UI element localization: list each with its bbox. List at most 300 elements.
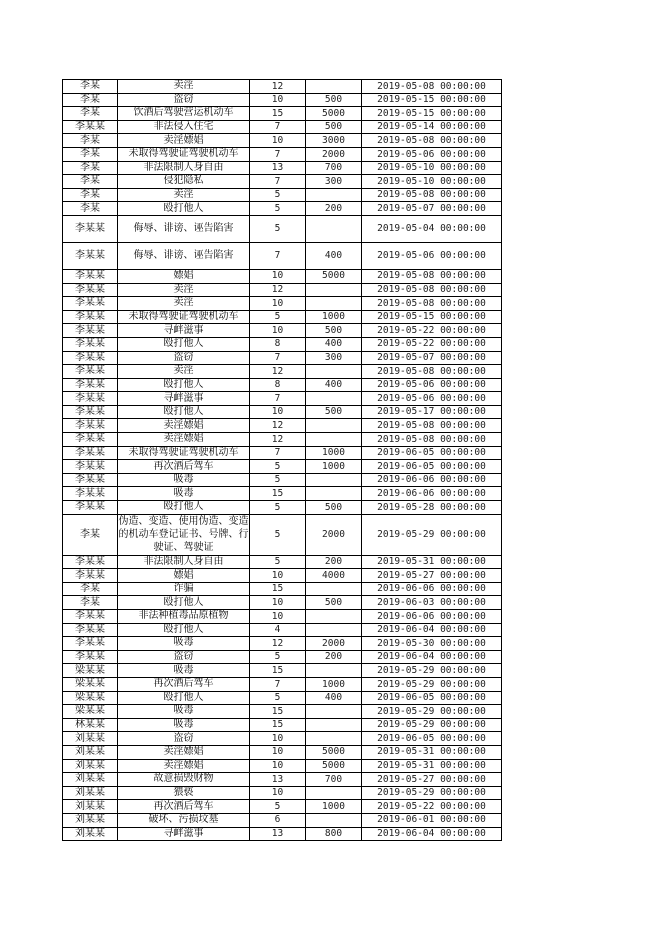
- offense-cell: 诈骗: [118, 582, 250, 596]
- fine-cell: [306, 732, 362, 746]
- name-cell: 李某某: [63, 419, 118, 433]
- days-cell: 5: [250, 310, 306, 324]
- offense-cell: 吸毒: [118, 705, 250, 719]
- table-row: [63, 569, 502, 583]
- name-cell: 李某某: [63, 269, 118, 283]
- date-cell: 2019-05-31 00:00:00: [362, 745, 502, 759]
- table-row: [63, 310, 502, 324]
- name-cell: 李某某: [63, 310, 118, 324]
- date-cell: 2019-05-07 00:00:00: [362, 202, 502, 216]
- table-row: [63, 283, 502, 297]
- fine-cell: 500: [306, 596, 362, 610]
- table-row: [63, 745, 502, 759]
- fine-cell: 800: [306, 827, 362, 841]
- table-row: [63, 555, 502, 569]
- offense-cell: 未取得驾驶证驾驶机动车: [118, 310, 250, 324]
- name-cell: 李某: [63, 582, 118, 596]
- date-cell: 2019-06-05 00:00:00: [362, 732, 502, 746]
- fine-cell: 500: [306, 501, 362, 515]
- fine-cell: 3000: [306, 134, 362, 148]
- fine-cell: 400: [306, 378, 362, 392]
- fine-cell: [306, 786, 362, 800]
- days-cell: 13: [250, 161, 306, 175]
- offense-cell: 卖淫: [118, 80, 250, 94]
- days-cell: 10: [250, 134, 306, 148]
- table-row: [63, 419, 502, 433]
- date-cell: 2019-05-10 00:00:00: [362, 161, 502, 175]
- table-row: [63, 80, 502, 94]
- offense-cell: 卖淫嫖娼: [118, 433, 250, 447]
- name-cell: 李某某: [63, 324, 118, 338]
- days-cell: 5: [250, 460, 306, 474]
- date-cell: 2019-05-08 00:00:00: [362, 188, 502, 202]
- date-cell: 2019-05-17 00:00:00: [362, 405, 502, 419]
- days-cell: 10: [250, 759, 306, 773]
- fine-cell: 1000: [306, 310, 362, 324]
- name-cell: 李某某: [63, 460, 118, 474]
- name-cell: 李某某: [63, 501, 118, 515]
- date-cell: 2019-05-29 00:00:00: [362, 514, 502, 555]
- offense-cell: 盗窃: [118, 351, 250, 365]
- name-cell: 李某某: [63, 610, 118, 624]
- name-cell: 李某某: [63, 365, 118, 379]
- date-cell: 2019-05-29 00:00:00: [362, 705, 502, 719]
- offense-cell: 非法种植毒品原植物: [118, 610, 250, 624]
- offense-cell: 寻衅滋事: [118, 392, 250, 406]
- date-cell: 2019-06-05 00:00:00: [362, 460, 502, 474]
- offense-cell: 猥亵: [118, 786, 250, 800]
- date-cell: 2019-05-06 00:00:00: [362, 378, 502, 392]
- fine-cell: 300: [306, 175, 362, 189]
- fine-cell: 400: [306, 242, 362, 269]
- date-cell: 2019-06-03 00:00:00: [362, 596, 502, 610]
- date-cell: 2019-05-15 00:00:00: [362, 310, 502, 324]
- offense-cell: 殴打他人: [118, 691, 250, 705]
- date-cell: 2019-05-08 00:00:00: [362, 80, 502, 94]
- name-cell: 李某某: [63, 215, 118, 242]
- fine-cell: [306, 419, 362, 433]
- fine-cell: [306, 705, 362, 719]
- offense-cell: 卖淫: [118, 297, 250, 311]
- offense-cell: 盗窃: [118, 732, 250, 746]
- table-row: [63, 732, 502, 746]
- days-cell: 5: [250, 514, 306, 555]
- offense-cell: 殴打他人: [118, 378, 250, 392]
- date-cell: 2019-05-04 00:00:00: [362, 215, 502, 242]
- records-body: [63, 80, 502, 841]
- date-cell: 2019-05-27 00:00:00: [362, 773, 502, 787]
- fine-cell: 2000: [306, 637, 362, 651]
- name-cell: 李某某: [63, 473, 118, 487]
- days-cell: 7: [250, 147, 306, 161]
- table-row: [63, 596, 502, 610]
- date-cell: 2019-05-08 00:00:00: [362, 134, 502, 148]
- days-cell: 5: [250, 650, 306, 664]
- date-cell: 2019-05-06 00:00:00: [362, 242, 502, 269]
- fine-cell: [306, 582, 362, 596]
- name-cell: 刘某某: [63, 773, 118, 787]
- offense-cell: 非法限制人身自由: [118, 161, 250, 175]
- fine-cell: 5000: [306, 107, 362, 121]
- days-cell: 13: [250, 773, 306, 787]
- date-cell: 2019-06-06 00:00:00: [362, 582, 502, 596]
- name-cell: 刘某某: [63, 759, 118, 773]
- date-cell: 2019-05-27 00:00:00: [362, 569, 502, 583]
- date-cell: 2019-05-29 00:00:00: [362, 718, 502, 732]
- fine-cell: 200: [306, 555, 362, 569]
- name-cell: 李某: [63, 80, 118, 94]
- fine-cell: 500: [306, 93, 362, 107]
- offense-cell: 殴打他人: [118, 501, 250, 515]
- fine-cell: [306, 188, 362, 202]
- days-cell: 12: [250, 419, 306, 433]
- days-cell: 12: [250, 80, 306, 94]
- date-cell: 2019-05-08 00:00:00: [362, 365, 502, 379]
- table-row: [63, 337, 502, 351]
- table-row: [63, 107, 502, 121]
- name-cell: 李某某: [63, 555, 118, 569]
- fine-cell: 500: [306, 405, 362, 419]
- fine-cell: 200: [306, 650, 362, 664]
- days-cell: 5: [250, 188, 306, 202]
- fine-cell: 5000: [306, 269, 362, 283]
- fine-cell: 5000: [306, 759, 362, 773]
- name-cell: 刘某某: [63, 786, 118, 800]
- table-row: [63, 324, 502, 338]
- date-cell: 2019-06-04 00:00:00: [362, 827, 502, 841]
- offense-cell: 再次酒后驾车: [118, 677, 250, 691]
- date-cell: 2019-05-15 00:00:00: [362, 107, 502, 121]
- table-row: [63, 120, 502, 134]
- fine-cell: [306, 718, 362, 732]
- date-cell: 2019-06-06 00:00:00: [362, 473, 502, 487]
- name-cell: 李某某: [63, 337, 118, 351]
- name-cell: 李某: [63, 175, 118, 189]
- fine-cell: 200: [306, 202, 362, 216]
- name-cell: 李某某: [63, 378, 118, 392]
- date-cell: 2019-05-30 00:00:00: [362, 637, 502, 651]
- name-cell: 李某: [63, 188, 118, 202]
- name-cell: 刘某某: [63, 732, 118, 746]
- date-cell: 2019-05-08 00:00:00: [362, 269, 502, 283]
- table-row: [63, 147, 502, 161]
- table-row: [63, 392, 502, 406]
- fine-cell: 400: [306, 691, 362, 705]
- days-cell: 15: [250, 664, 306, 678]
- offense-cell: 殴打他人: [118, 623, 250, 637]
- date-cell: 2019-05-15 00:00:00: [362, 93, 502, 107]
- name-cell: 李某某: [63, 446, 118, 460]
- offense-cell: 故意损毁财物: [118, 773, 250, 787]
- name-cell: 刘某某: [63, 745, 118, 759]
- days-cell: 10: [250, 297, 306, 311]
- name-cell: 梁某某: [63, 664, 118, 678]
- table-row: [63, 664, 502, 678]
- name-cell: 李某某: [63, 487, 118, 501]
- table-row: [63, 473, 502, 487]
- table-row: [63, 514, 502, 555]
- offense-cell: 盗窃: [118, 93, 250, 107]
- name-cell: 李某某: [63, 405, 118, 419]
- date-cell: 2019-06-04 00:00:00: [362, 650, 502, 664]
- date-cell: 2019-05-28 00:00:00: [362, 501, 502, 515]
- days-cell: 10: [250, 610, 306, 624]
- days-cell: 7: [250, 677, 306, 691]
- table-row: [63, 161, 502, 175]
- fine-cell: 500: [306, 324, 362, 338]
- records-table: [62, 79, 502, 841]
- fine-cell: [306, 473, 362, 487]
- days-cell: 5: [250, 501, 306, 515]
- offense-cell: 卖淫嫖娼: [118, 745, 250, 759]
- offense-cell: 吸毒: [118, 637, 250, 651]
- days-cell: 7: [250, 351, 306, 365]
- fine-cell: [306, 297, 362, 311]
- date-cell: 2019-06-06 00:00:00: [362, 487, 502, 501]
- date-cell: 2019-05-29 00:00:00: [362, 677, 502, 691]
- name-cell: 李某: [63, 134, 118, 148]
- table-row: [63, 460, 502, 474]
- table-row: [63, 637, 502, 651]
- date-cell: 2019-05-08 00:00:00: [362, 419, 502, 433]
- date-cell: 2019-05-22 00:00:00: [362, 337, 502, 351]
- table-row: [63, 786, 502, 800]
- days-cell: 15: [250, 718, 306, 732]
- date-cell: 2019-05-07 00:00:00: [362, 351, 502, 365]
- date-cell: 2019-06-04 00:00:00: [362, 623, 502, 637]
- offense-cell: 卖淫嫖娼: [118, 134, 250, 148]
- fine-cell: 1000: [306, 460, 362, 474]
- offense-cell: 殴打他人: [118, 596, 250, 610]
- name-cell: 刘某某: [63, 827, 118, 841]
- fine-cell: [306, 365, 362, 379]
- fine-cell: [306, 487, 362, 501]
- offense-cell: 侵犯隐私: [118, 175, 250, 189]
- table-row: [63, 134, 502, 148]
- table-row: [63, 759, 502, 773]
- name-cell: 李某某: [63, 392, 118, 406]
- offense-cell: 殴打他人: [118, 202, 250, 216]
- offense-cell: 侮辱、诽谤、诬告陷害: [118, 242, 250, 269]
- table-row: [63, 677, 502, 691]
- offense-cell: 卖淫: [118, 283, 250, 297]
- days-cell: 15: [250, 107, 306, 121]
- offense-cell: 嫖娼: [118, 269, 250, 283]
- table-row: [63, 93, 502, 107]
- offense-cell: 卖淫嫖娼: [118, 759, 250, 773]
- table-row: [63, 718, 502, 732]
- days-cell: 5: [250, 555, 306, 569]
- name-cell: 李某: [63, 147, 118, 161]
- fine-cell: 1000: [306, 677, 362, 691]
- name-cell: 李某: [63, 107, 118, 121]
- table-row: [63, 188, 502, 202]
- name-cell: 梁某某: [63, 705, 118, 719]
- table-row: [63, 800, 502, 814]
- table-row: [63, 691, 502, 705]
- fine-cell: 700: [306, 161, 362, 175]
- offense-cell: 伪造、变造、使用伪造、变造的机动车登记证书、号牌、行驶证、驾驶证: [118, 516, 249, 554]
- fine-cell: [306, 283, 362, 297]
- fine-cell: 700: [306, 773, 362, 787]
- date-cell: 2019-05-31 00:00:00: [362, 555, 502, 569]
- table-row: [63, 501, 502, 515]
- name-cell: 李某某: [63, 650, 118, 664]
- table-row: [63, 351, 502, 365]
- fine-cell: 500: [306, 120, 362, 134]
- fine-cell: [306, 215, 362, 242]
- date-cell: 2019-05-08 00:00:00: [362, 433, 502, 447]
- offense-cell: 寻衅滋事: [118, 827, 250, 841]
- offense-cell: 殴打他人: [118, 405, 250, 419]
- days-cell: 12: [250, 365, 306, 379]
- fine-cell: [306, 610, 362, 624]
- days-cell: 5: [250, 473, 306, 487]
- date-cell: 2019-05-22 00:00:00: [362, 324, 502, 338]
- table-row: [63, 446, 502, 460]
- table-row: [63, 650, 502, 664]
- name-cell: 李某某: [63, 242, 118, 269]
- name-cell: 梁某某: [63, 677, 118, 691]
- days-cell: 8: [250, 378, 306, 392]
- offense-cell: 侮辱、诽谤、诬告陷害: [118, 215, 250, 242]
- offense-cell: 寻衅滋事: [118, 324, 250, 338]
- table-row: [63, 365, 502, 379]
- days-cell: 13: [250, 827, 306, 841]
- date-cell: 2019-05-08 00:00:00: [362, 283, 502, 297]
- offense-cell: 卖淫嫖娼: [118, 419, 250, 433]
- table-row: [63, 433, 502, 447]
- days-cell: 7: [250, 175, 306, 189]
- days-cell: 7: [250, 392, 306, 406]
- days-cell: 7: [250, 242, 306, 269]
- days-cell: 12: [250, 433, 306, 447]
- fine-cell: [306, 623, 362, 637]
- days-cell: 5: [250, 215, 306, 242]
- date-cell: 2019-06-05 00:00:00: [362, 446, 502, 460]
- name-cell: 李某某: [63, 351, 118, 365]
- date-cell: 2019-05-29 00:00:00: [362, 664, 502, 678]
- days-cell: 10: [250, 745, 306, 759]
- fine-cell: 1000: [306, 446, 362, 460]
- offense-cell: 破坏、污损坟墓: [118, 813, 250, 827]
- days-cell: 7: [250, 120, 306, 134]
- fine-cell: 400: [306, 337, 362, 351]
- offense-cell: 非法侵入住宅: [118, 120, 250, 134]
- offense-cell: 吸毒: [118, 473, 250, 487]
- date-cell: 2019-05-22 00:00:00: [362, 800, 502, 814]
- table-row: [63, 215, 502, 242]
- days-cell: 12: [250, 283, 306, 297]
- days-cell: 10: [250, 732, 306, 746]
- date-cell: 2019-05-08 00:00:00: [362, 297, 502, 311]
- days-cell: 12: [250, 637, 306, 651]
- fine-cell: 300: [306, 351, 362, 365]
- date-cell: 2019-05-06 00:00:00: [362, 392, 502, 406]
- name-cell: 刘某某: [63, 813, 118, 827]
- table-row: [63, 297, 502, 311]
- table-row: [63, 242, 502, 269]
- table-row: [63, 202, 502, 216]
- days-cell: 10: [250, 93, 306, 107]
- name-cell: 梁某某: [63, 691, 118, 705]
- days-cell: 10: [250, 324, 306, 338]
- table-row: [63, 705, 502, 719]
- days-cell: 10: [250, 569, 306, 583]
- name-cell: 刘某某: [63, 800, 118, 814]
- fine-cell: [306, 392, 362, 406]
- date-cell: 2019-05-10 00:00:00: [362, 175, 502, 189]
- name-cell: 李某某: [63, 120, 118, 134]
- days-cell: 4: [250, 623, 306, 637]
- date-cell: 2019-05-06 00:00:00: [362, 147, 502, 161]
- fine-cell: [306, 433, 362, 447]
- days-cell: 5: [250, 691, 306, 705]
- offense-cell: 非法限制人身自由: [118, 555, 250, 569]
- offense-cell: 饮酒后驾驶营运机动车: [118, 107, 250, 121]
- date-cell: 2019-05-14 00:00:00: [362, 120, 502, 134]
- fine-cell: [306, 664, 362, 678]
- fine-cell: [306, 80, 362, 94]
- days-cell: 7: [250, 446, 306, 460]
- offense-cell: 嫖娼: [118, 569, 250, 583]
- table-row: [63, 175, 502, 189]
- date-cell: 2019-06-05 00:00:00: [362, 691, 502, 705]
- fine-cell: 2000: [306, 147, 362, 161]
- days-cell: 15: [250, 582, 306, 596]
- offense-cell: 吸毒: [118, 718, 250, 732]
- table-row: [63, 610, 502, 624]
- fine-cell: 5000: [306, 745, 362, 759]
- fine-cell: 4000: [306, 569, 362, 583]
- days-cell: 10: [250, 786, 306, 800]
- days-cell: 5: [250, 202, 306, 216]
- name-cell: 李某: [63, 161, 118, 175]
- fine-cell: 2000: [306, 514, 362, 555]
- days-cell: 15: [250, 487, 306, 501]
- table-row: [63, 773, 502, 787]
- table-row: [63, 623, 502, 637]
- name-cell: 林某某: [63, 718, 118, 732]
- offense-cell: 再次酒后驾车: [118, 800, 250, 814]
- name-cell: 李某某: [63, 283, 118, 297]
- offense-cell: 盗窃: [118, 650, 250, 664]
- name-cell: 李某某: [63, 569, 118, 583]
- days-cell: 10: [250, 405, 306, 419]
- table-row: [63, 378, 502, 392]
- date-cell: 2019-06-01 00:00:00: [362, 813, 502, 827]
- offense-cell: 再次酒后驾车: [118, 460, 250, 474]
- table-row: [63, 813, 502, 827]
- table-row: [63, 582, 502, 596]
- name-cell: 李某: [63, 514, 118, 555]
- days-cell: 5: [250, 800, 306, 814]
- name-cell: 李某: [63, 596, 118, 610]
- name-cell: 李某: [63, 93, 118, 107]
- days-cell: 10: [250, 596, 306, 610]
- name-cell: 李某某: [63, 637, 118, 651]
- days-cell: 6: [250, 813, 306, 827]
- offense-cell: 卖淫: [118, 188, 250, 202]
- offense-cell: 吸毒: [118, 487, 250, 501]
- days-cell: 8: [250, 337, 306, 351]
- table-row: [63, 269, 502, 283]
- date-cell: 2019-05-31 00:00:00: [362, 759, 502, 773]
- name-cell: 李某某: [63, 433, 118, 447]
- days-cell: 15: [250, 705, 306, 719]
- table-row: [63, 487, 502, 501]
- fine-cell: [306, 813, 362, 827]
